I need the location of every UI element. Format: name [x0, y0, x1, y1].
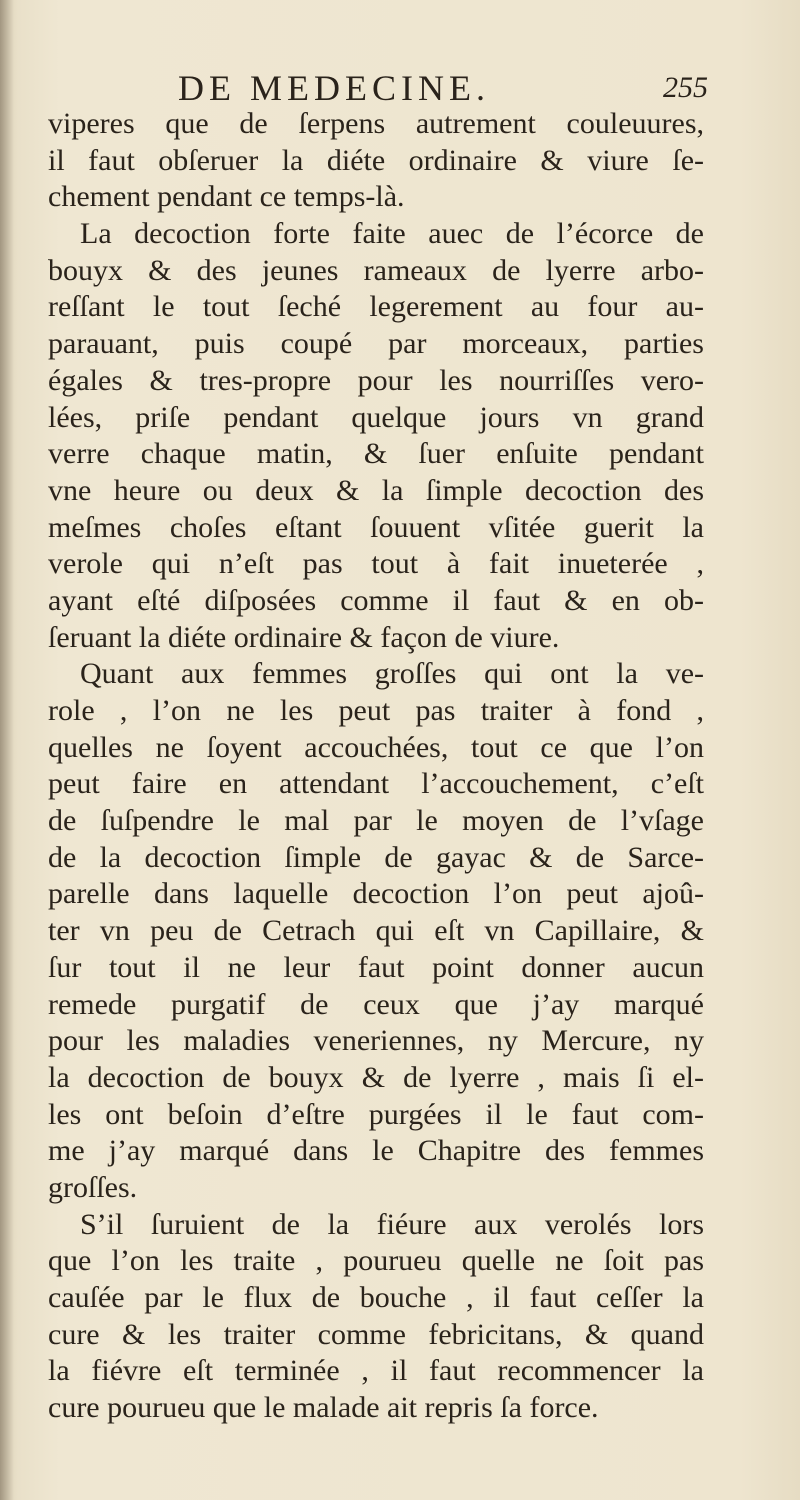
text-line: lées, priſe pendant quelque jours vn grand [48, 400, 704, 434]
text-line: peut faire en attendant l’accouchement, c’eſt [48, 767, 704, 801]
text-line: bouyx & des jeunes rameaux de lyerre arbo- [48, 253, 704, 287]
text-line: verre chaque matin, & ſuer enſuite pendant [48, 437, 704, 471]
text-line: role , l’on ne les peut pas traiter à fond , [48, 694, 704, 727]
text-line: cure & les traiter comme febricitans, & quand [48, 1317, 704, 1351]
text-line: reſſant le tout ſeché legerement au four au- [48, 290, 704, 324]
running-head [48, 66, 708, 110]
text-line: parelle dans laquelle decoction l’on peut ajoû- [48, 877, 704, 911]
text-line: parauant, puis coupé par morceaux, parties [48, 327, 704, 361]
text-line: la decoction de bouyx & de lyerre , mais ſi el- [48, 1060, 704, 1094]
text-line: de ſuſpendre le mal par le moyen de l’vſage [48, 804, 704, 838]
text-line: les ont beſoin d’eſtre purgées il le faut com- [48, 1097, 704, 1131]
text-line: cure pourueu que le malade ait repris ſa force. [48, 1391, 599, 1425]
text-line: verole qui n’eſt pas tout à fait inueterée , [48, 547, 704, 581]
text-line: chement pendant ce temps-là. [48, 180, 405, 214]
text-line: la fiévre eſt terminée , il faut recommencer la [48, 1354, 704, 1388]
text-line: il faut obſeruer la diéte ordinaire & viure ſe- [48, 143, 704, 177]
text-line: ayant eſté diſposées comme il faut & en ob- [48, 583, 704, 617]
text-line: viperes que de ſerpens autrement couleuures, [48, 107, 704, 140]
text-line: La decoction forte faite auec de l’écorce de [80, 217, 704, 251]
running-head-title: DE MEDECINE. [178, 68, 490, 108]
text-line: meſmes choſes eſtant ſouuent vſitée guerit la [48, 510, 704, 544]
text-line: vne heure ou deux & la ſimple decoction des [48, 473, 704, 507]
text-line: Quant aux femmes groſſes qui ont la ve- [80, 657, 704, 691]
text-line: ſur tout il ne leur faut point donner aucun [48, 950, 704, 984]
text-line: égales & tres-propre pour les nourriſſes vero- [48, 363, 704, 397]
text-line: ter vn peu de Cetrach qui eſt vn Capillaire, & [48, 914, 704, 948]
text-line: groſſes. [48, 1170, 138, 1204]
text-line: cauſée par le flux de bouche , il faut ceſſer la [48, 1281, 704, 1314]
text-line: de la decoction ſimple de gayac & de Sarce- [48, 840, 704, 874]
text-line: que l’on les traite , pourueu quelle ne ſoit pas [48, 1244, 704, 1278]
body-text [48, 106, 704, 1427]
text-line: S’il ſuruient de la fiéure aux verolés lors [80, 1207, 704, 1241]
text-line: quelles ne ſoyent accouchées, tout ce que l’on [48, 730, 704, 764]
gutter-shadow [0, 0, 14, 1500]
text-line: pour les maladies veneriennes, ny Mercure, ny [48, 1024, 704, 1058]
text-line: me j’ay marqué dans le Chapitre des femmes [48, 1134, 704, 1168]
text-line: remede purgatif de ceux que j’ay marqué [48, 987, 704, 1021]
text-line: ſeruant la diéte ordinaire & façon de viure. [48, 620, 560, 654]
page-number: 255 [663, 71, 708, 104]
